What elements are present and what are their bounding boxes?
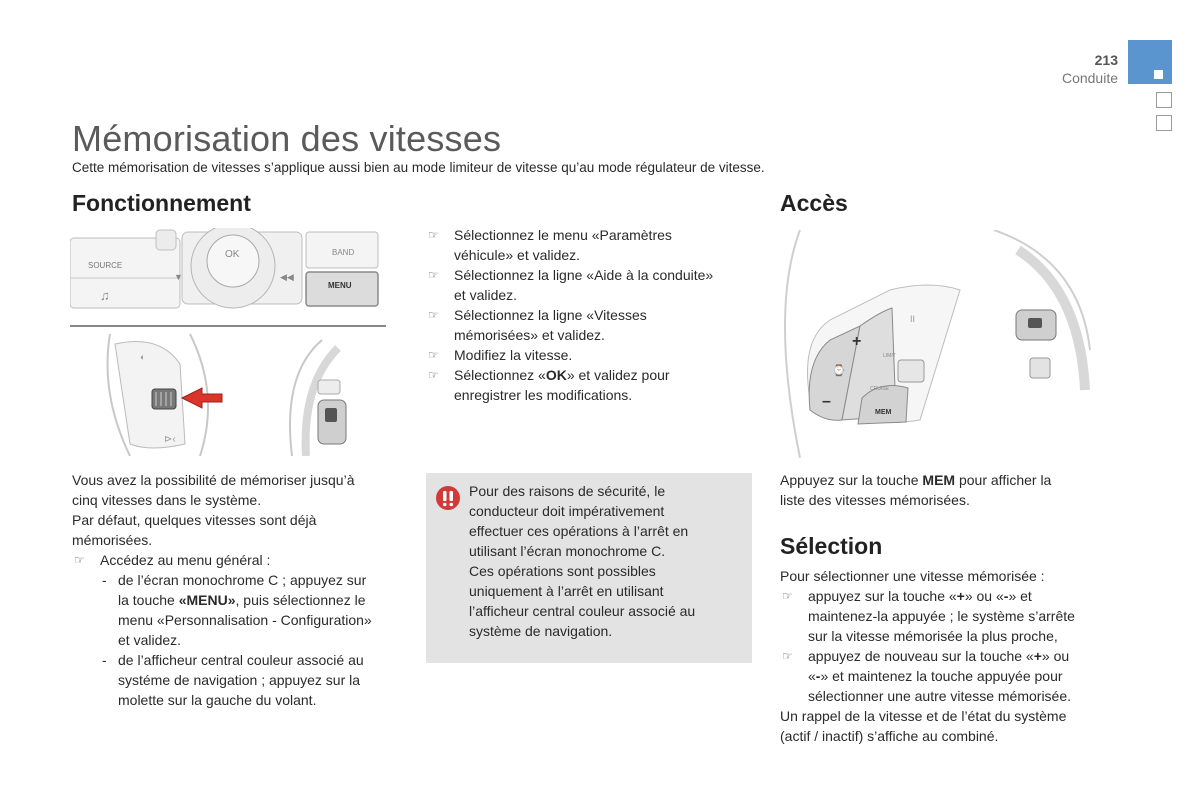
page-title: Mémorisation des vitesses	[72, 118, 502, 159]
fonctionnement-body	[72, 470, 408, 710]
plus-key: +	[956, 588, 965, 604]
exclamation-glyph	[436, 486, 460, 510]
sub-text: la touche	[118, 592, 179, 608]
step-text: Sélectionnez la ligne «Vitesses	[454, 307, 647, 323]
warning-text	[469, 481, 739, 641]
selection-body	[780, 566, 1120, 746]
body-line: (actif / inactif) s’affiche au combiné.	[780, 728, 999, 744]
step-text: Sélectionnez la ligne «Aide à la conduite»	[454, 267, 714, 283]
chapter-tab-box-3[interactable]	[1156, 115, 1172, 131]
bullet-text: » et	[1008, 588, 1032, 604]
warning-line: Ces opérations sont possibles	[469, 563, 656, 579]
sub-item-a	[72, 570, 408, 650]
bullet-icon: ☞	[428, 348, 439, 362]
arrow-down-icon: ▼	[174, 272, 183, 282]
safety-warning-box	[426, 473, 752, 663]
bullet-icon: ☞	[782, 589, 793, 603]
bullet-text: sélectionner une autre vitesse mémorisée.	[808, 688, 1072, 704]
dash-marker: -	[102, 652, 107, 668]
console-panel-illustration	[70, 228, 386, 330]
bullet-text: maintenez-la appuyée ; le système s’arrête	[808, 608, 1075, 624]
step-text: » et validez pour	[566, 367, 670, 383]
menu-label: MENU	[328, 281, 352, 290]
sub-bold: «MENU»	[178, 592, 236, 608]
warning-line: conducteur doit impérativement	[469, 503, 665, 519]
bullet-icon: ☞	[428, 228, 439, 242]
step-bold: OK	[545, 367, 567, 383]
steering-wheel-controls-illustration	[780, 230, 1094, 458]
selection-bullet	[780, 646, 1120, 706]
body-line: cinq vitesses dans le système.	[72, 492, 262, 508]
step-item	[426, 365, 756, 405]
page-subtitle: Cette mémorisation de vitesses s’applique aussi bien au mode limiteur de vitesse qu’au mode régulateur de vitesse.	[72, 160, 765, 175]
step-text: enregistrer les modifications.	[454, 387, 633, 403]
step-text: Sélectionnez le menu «Paramètres	[454, 227, 672, 243]
warning-line: l’afficheur central couleur associé au	[469, 603, 696, 619]
sub-text: menu «Personnalisation - Configuration»	[118, 612, 372, 628]
chapter-tab-marker	[1154, 70, 1163, 79]
bullet-icon: ☞	[782, 649, 793, 663]
bullet-icon: ☞	[428, 368, 439, 382]
pause-icon: II	[910, 314, 916, 324]
warning-line: utilisant l’écran monochrome C.	[469, 543, 666, 559]
chapter-tab-box-2[interactable]	[1156, 92, 1172, 108]
steps-list	[426, 225, 756, 405]
body-line: liste des vitesses mémorisées.	[780, 492, 970, 508]
exclamation-icon	[436, 486, 460, 510]
sub-text: , puis sélectionnez le	[235, 592, 366, 608]
chapter-tab[interactable]	[1128, 40, 1172, 84]
bullet-text: » ou «	[964, 588, 1004, 604]
display-icon: ◐	[140, 352, 146, 362]
warning-line: Pour des raisons de sécurité, le	[469, 483, 666, 499]
bullet-text: » et maintenez la touche appuyée pour	[820, 668, 1063, 684]
minus-label: –	[822, 393, 831, 410]
acces-body	[780, 470, 1120, 510]
steering-wheel-thumbwheel-illustration	[70, 334, 386, 456]
sub-text: de l’afficheur central couleur associé au	[118, 652, 364, 668]
sub-text: de l’écran monochrome C ; appuyez sur	[118, 572, 367, 588]
bullet-icon: ☞	[428, 308, 439, 322]
heading-acces: Accès	[780, 190, 848, 216]
bullet-text: appuyez sur la touche «	[808, 588, 957, 604]
step-text: Sélectionnez «	[454, 367, 546, 383]
bullet-text: «	[808, 668, 816, 684]
cruise-label: CRUISE	[870, 386, 889, 392]
body-line: Appuyez sur la touche	[780, 472, 923, 488]
ok-label: OK	[225, 249, 240, 260]
step-text: et validez.	[454, 287, 518, 303]
source-label: SOURCE	[88, 261, 123, 270]
sub-text: molette sur la gauche du volant.	[118, 692, 317, 708]
body-line: Par défaut, quelques vitesses sont déjà	[72, 512, 317, 528]
mem-label: MEM	[875, 409, 892, 416]
band-label: BAND	[332, 248, 355, 257]
bullet-text: appuyez de nouveau sur la touche «	[808, 648, 1034, 664]
plus-label: +	[852, 333, 862, 350]
minus-key: -	[1003, 588, 1009, 604]
bullet-icon: ☞	[428, 268, 439, 282]
sub-item-b	[72, 650, 408, 710]
plus-key: +	[1033, 648, 1042, 664]
mute-icon: ⊳‹	[164, 434, 176, 445]
heading-selection: Sélection	[780, 533, 883, 559]
step-item	[426, 265, 756, 305]
step-item	[426, 345, 756, 365]
warning-line: uniquement à l’arrêt en utilisant	[469, 583, 664, 599]
selection-bullet	[780, 586, 1120, 646]
speedometer-icon: ⌚	[832, 365, 846, 377]
bullet-text: Accédez au menu général :	[100, 552, 271, 568]
body-line: mémorisées.	[72, 532, 153, 548]
mem-keyword: MEM	[922, 472, 956, 488]
sub-text: et validez.	[118, 632, 182, 648]
heading-fonctionnement: Fonctionnement	[72, 190, 251, 216]
step-text: mémorisées» et validez.	[454, 327, 605, 343]
step-item	[426, 305, 756, 345]
section-label: Conduite	[1061, 70, 1118, 86]
body-line: Vous avez la possibilité de mémoriser jusqu’à	[72, 472, 355, 488]
warning-line: système de navigation.	[469, 623, 613, 639]
bullet-icon: ☞	[74, 553, 85, 567]
warning-line: effectuer ces opérations à l’arrêt en	[469, 523, 689, 539]
sub-text: systéme de navigation ; appuyez sur la	[118, 672, 361, 688]
limit-label: LIMIT	[883, 353, 896, 359]
music-note-icon: ♫	[100, 288, 110, 303]
body-line: Pour sélectionner une vitesse mémorisée :	[780, 568, 1045, 584]
dash-marker: -	[102, 572, 107, 588]
body-line: Un rappel de la vitesse et de l’état du système	[780, 708, 1067, 724]
page-number: 213	[1094, 52, 1118, 68]
bullet-text: sur la vitesse mémorisée la plus proche,	[808, 628, 1058, 644]
menu-bullet	[72, 550, 408, 570]
step-text: véhicule» et validez.	[454, 247, 581, 263]
step-item	[426, 225, 756, 265]
step-text: Modifiez la vitesse.	[454, 347, 573, 363]
minus-key: -	[815, 668, 821, 684]
body-line: pour afficher la	[955, 472, 1052, 488]
bullet-text: » ou	[1041, 648, 1070, 664]
rewind-icon: ◀◀	[280, 272, 294, 282]
